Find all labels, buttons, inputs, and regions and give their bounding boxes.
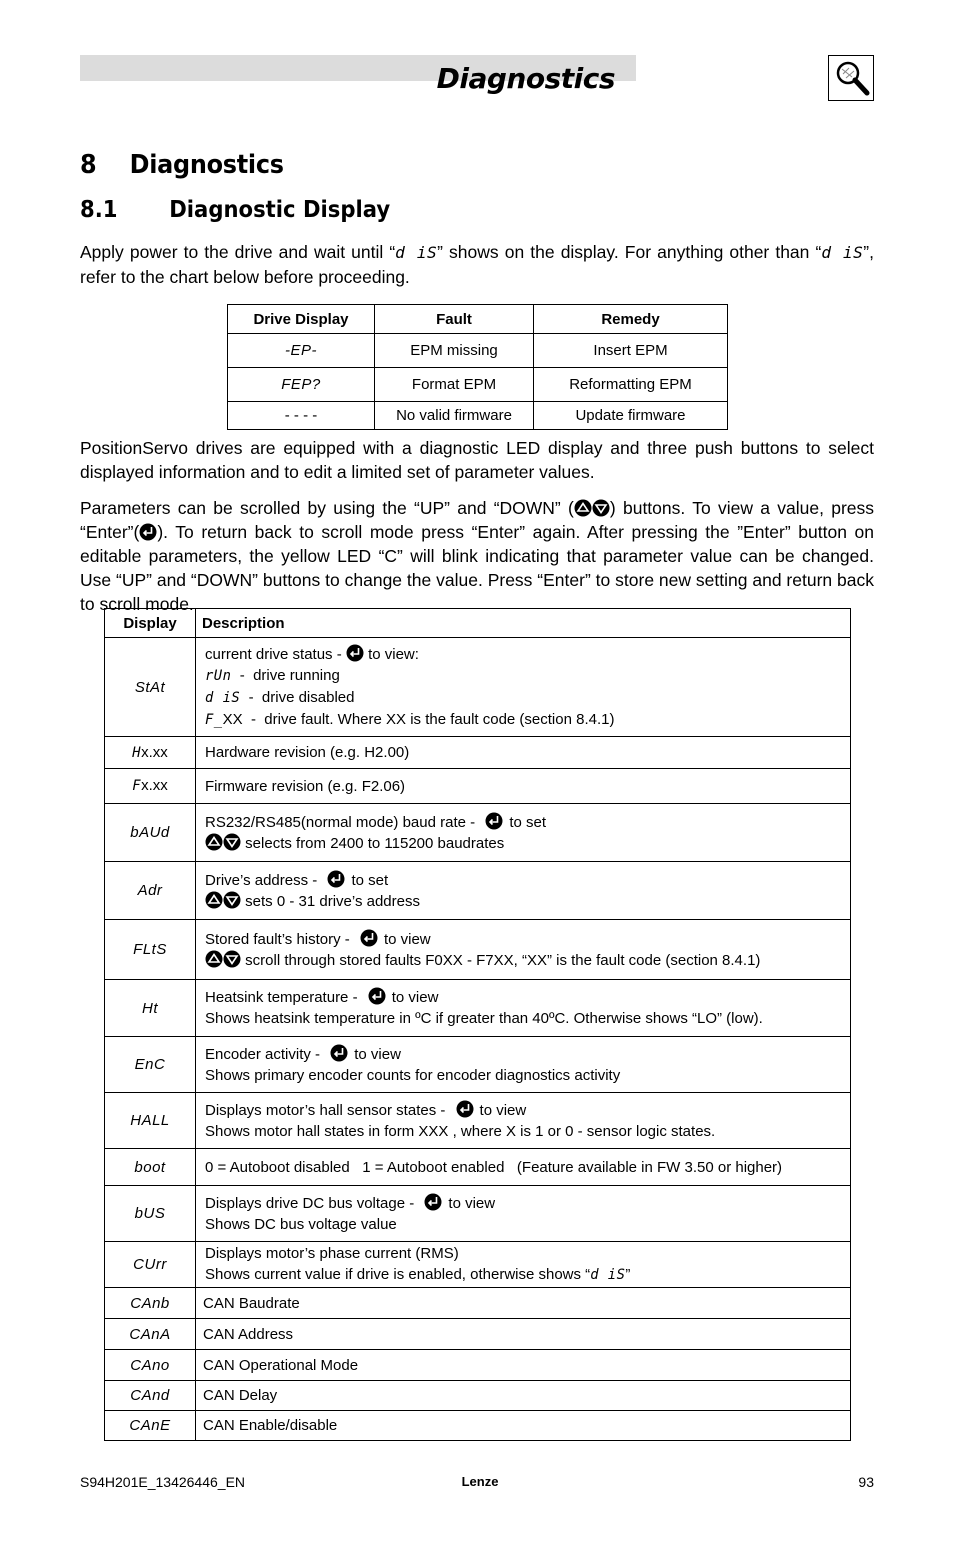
- column-header: Drive Display: [228, 305, 375, 334]
- enter-button-icon: [327, 870, 345, 888]
- table-row: [105, 737, 851, 769]
- up-button-icon: [574, 499, 592, 517]
- display-code: FLtS: [105, 920, 196, 980]
- enter-button-icon: [485, 812, 503, 830]
- description-cell: [196, 638, 851, 737]
- description-text: sets 0 - 31 drive’s address: [245, 892, 420, 910]
- display-code: CAnb: [105, 1288, 196, 1319]
- table-row: [228, 334, 728, 368]
- enter-button-icon: [346, 644, 364, 662]
- description-text: to view:: [368, 645, 419, 663]
- description-text: scroll through stored faults F0XX - F7XX, “XX” is the fault code (section 8.4.1): [245, 951, 761, 969]
- description-cell: CAN Address: [196, 1319, 851, 1350]
- display-code: bAUd: [105, 804, 196, 862]
- description-text: Displays motor’s phase current (RMS): [205, 1245, 459, 1262]
- column-header: Fault: [375, 305, 534, 334]
- description-text: Shows heatsink temperature in ºC if greater than 40ºC. Otherwise shows “LO” (low).: [205, 1010, 763, 1027]
- footer-doc-id: S94H201E_13426446_EN: [80, 1474, 246, 1490]
- table-row: [105, 804, 851, 862]
- description-text: to view: [383, 930, 431, 948]
- table-row: [105, 1037, 851, 1093]
- table-row: [228, 368, 728, 402]
- table-row: [105, 1411, 851, 1441]
- up-button-icon: [205, 891, 223, 909]
- display-code: bUS: [105, 1186, 196, 1242]
- section-title: Diagnostics: [129, 150, 284, 180]
- parameter-table-header: [105, 609, 851, 638]
- description-cell: 0 = Autoboot disabled 1 = Autoboot enabled (Feature available in FW 3.50 or higher): [196, 1149, 851, 1186]
- description-text: - drive running: [231, 666, 340, 684]
- intro-text: Apply power to the drive and wait until “: [80, 242, 396, 262]
- section-number: 8: [80, 150, 97, 180]
- parameter-table: [104, 608, 851, 1441]
- table-row: [105, 862, 851, 920]
- enter-button-icon: [360, 929, 378, 947]
- display-code-prefix: H: [132, 744, 142, 761]
- description-text: ”: [625, 1266, 631, 1283]
- instructions-text: ). To return back to scroll mode press “Enter” again. After pressing the ”Enter” button on editable parameters, the yellow LED “C” will blink indicating that parameter value can be changed. Use “UP” and “DOWN” buttons to change the value. Press “Enter” to store new setting and return back to scroll mode.: [80, 522, 874, 614]
- display-code: CAno: [105, 1350, 196, 1381]
- display-code: d iS: [395, 243, 438, 262]
- description-text: Shows current value if drive is enabled, otherwise shows “: [205, 1266, 591, 1283]
- down-button-icon: [223, 833, 241, 851]
- drive-display-code: - - - -: [228, 402, 375, 430]
- down-button-icon: [223, 891, 241, 909]
- display-code: rUn: [205, 667, 232, 684]
- description-text: Drive’s address -: [205, 871, 322, 889]
- description-text: RS232/RS485(normal mode) baud rate -: [205, 813, 480, 831]
- up-button-icon: [205, 950, 223, 968]
- table-row: [105, 1186, 851, 1242]
- display-code: Adr: [105, 862, 196, 920]
- table-row: [105, 769, 851, 804]
- enter-button-icon: [368, 987, 386, 1005]
- fault-table-header: [228, 305, 728, 334]
- intro-paragraph: [80, 240, 874, 289]
- description-text: to view: [354, 1045, 401, 1063]
- fault-cell: EPM missing: [375, 334, 534, 368]
- display-code: HALL: [105, 1093, 196, 1149]
- subsection-number: 8.1: [80, 197, 118, 223]
- remedy-cell: Insert EPM: [534, 334, 728, 368]
- up-button-icon: [205, 833, 223, 851]
- description-text: to view: [479, 1101, 527, 1119]
- description-text: to view: [391, 989, 439, 1006]
- column-header: Display: [105, 609, 196, 638]
- display-code: StAt: [105, 638, 196, 737]
- table-row: [105, 1319, 851, 1350]
- description-text: Shows primary encoder counts for encoder diagnostics activity: [205, 1066, 621, 1084]
- table-row: [105, 1288, 851, 1319]
- description-cell: Hardware revision (e.g. H2.00): [196, 737, 851, 769]
- description-cell: [196, 980, 851, 1037]
- table-row: [105, 1149, 851, 1186]
- footer-page-number: 93: [858, 1474, 874, 1490]
- table-row: [105, 980, 851, 1037]
- description-text: Shows DC bus voltage value: [205, 1215, 397, 1233]
- enter-button-icon: [139, 523, 157, 541]
- fault-cell: Format EPM: [375, 368, 534, 402]
- instructions-paragraph: [80, 496, 874, 616]
- subsection-title: Diagnostic Display: [169, 197, 391, 223]
- down-button-icon: [223, 950, 241, 968]
- description-paragraph: PositionServo drives are equipped with a diagnostic LED display and three push buttons to select displayed information and to edit a limited set of parameter values.: [80, 438, 874, 482]
- description-text: to view: [448, 1194, 496, 1212]
- description-cell: [196, 920, 851, 980]
- description-cell: [196, 804, 851, 862]
- display-code: d iS: [590, 1267, 626, 1283]
- display-code: boot: [105, 1149, 196, 1186]
- description-text: Heatsink temperature -: [205, 989, 362, 1006]
- table-row: [105, 1093, 851, 1149]
- remedy-cell: Update firmware: [534, 402, 728, 430]
- drive-display-code: FEP?: [228, 368, 375, 402]
- display-code: [105, 769, 196, 804]
- table-row: [105, 920, 851, 980]
- enter-button-icon: [456, 1100, 474, 1118]
- description-cell: [196, 1186, 851, 1242]
- remedy-cell: Reformatting EPM: [534, 368, 728, 402]
- column-header: Description: [196, 609, 851, 638]
- enter-button-icon: [424, 1193, 442, 1211]
- display-code-suffix: x.xx: [141, 743, 168, 761]
- intro-text: ”, refer to the chart below before proceeding.: [80, 242, 874, 287]
- display-code: CAnd: [105, 1381, 196, 1411]
- display-code-prefix: F: [132, 778, 142, 794]
- fault-cell: No valid firmware: [375, 402, 534, 430]
- section-heading: [80, 150, 284, 180]
- description-cell: [196, 1037, 851, 1093]
- table-row: [228, 402, 728, 430]
- description-text: - drive disabled: [240, 688, 355, 706]
- drive-display-code: -EP-: [228, 334, 375, 368]
- description-text: to set: [351, 871, 389, 889]
- footer-brand-logo: Lenze: [461, 1474, 499, 1489]
- display-code: EnC: [105, 1037, 196, 1093]
- intro-text: ” shows on the display. For anything other than “: [437, 242, 822, 262]
- table-row: [105, 1350, 851, 1381]
- description-text: Displays drive DC bus voltage -: [205, 1194, 419, 1212]
- description-text: current drive status -: [205, 645, 346, 663]
- instructions-text: ) buttons. To view a value, press “Enter”(: [80, 498, 875, 542]
- description-cell: Firmware revision (e.g. F2.06): [196, 769, 851, 804]
- description-text: selects from 2400 to 115200 baudrates: [245, 834, 505, 852]
- table-row: [105, 638, 851, 737]
- page-header-title: Diagnostics: [436, 62, 615, 95]
- description-cell: CAN Delay: [196, 1381, 851, 1411]
- description-cell: [196, 1242, 851, 1288]
- display-code: CAnE: [105, 1411, 196, 1441]
- display-code: [105, 737, 196, 769]
- description-cell: [196, 1093, 851, 1149]
- description-text: to set: [509, 813, 546, 831]
- display-code: CUrr: [105, 1242, 196, 1288]
- description-cell: CAN Operational Mode: [196, 1350, 851, 1381]
- column-header: Remedy: [534, 305, 728, 334]
- enter-button-icon: [330, 1044, 348, 1062]
- description-cell: [196, 862, 851, 920]
- description-cell: CAN Enable/disable: [196, 1411, 851, 1441]
- display-code: Ht: [105, 980, 196, 1037]
- display-code: F_: [205, 711, 223, 728]
- down-button-icon: [592, 499, 610, 517]
- display-code-suffix: x.xx: [141, 777, 168, 794]
- table-row: [105, 1381, 851, 1411]
- display-code: d iS: [821, 243, 864, 262]
- instructions-text: Parameters can be scrolled by using the “UP” and “DOWN” (: [80, 498, 574, 518]
- display-code: CAnA: [105, 1319, 196, 1350]
- description-cell: CAN Baudrate: [196, 1288, 851, 1319]
- display-code: d iS: [205, 689, 241, 706]
- description-text: XX - drive fault. Where XX is the fault code (section 8.4.1): [222, 710, 615, 728]
- magnifier-icon: [828, 55, 874, 101]
- description-text: Displays motor’s hall sensor states -: [205, 1101, 450, 1119]
- table-row: [105, 1242, 851, 1288]
- description-text: Stored fault’s history -: [205, 930, 354, 948]
- fault-table: [227, 304, 728, 430]
- subsection-heading: [80, 197, 390, 223]
- description-text: Shows motor hall states in form XXX , where X is 1 or 0 - sensor logic states.: [205, 1122, 716, 1140]
- description-text: Encoder activity -: [205, 1045, 325, 1063]
